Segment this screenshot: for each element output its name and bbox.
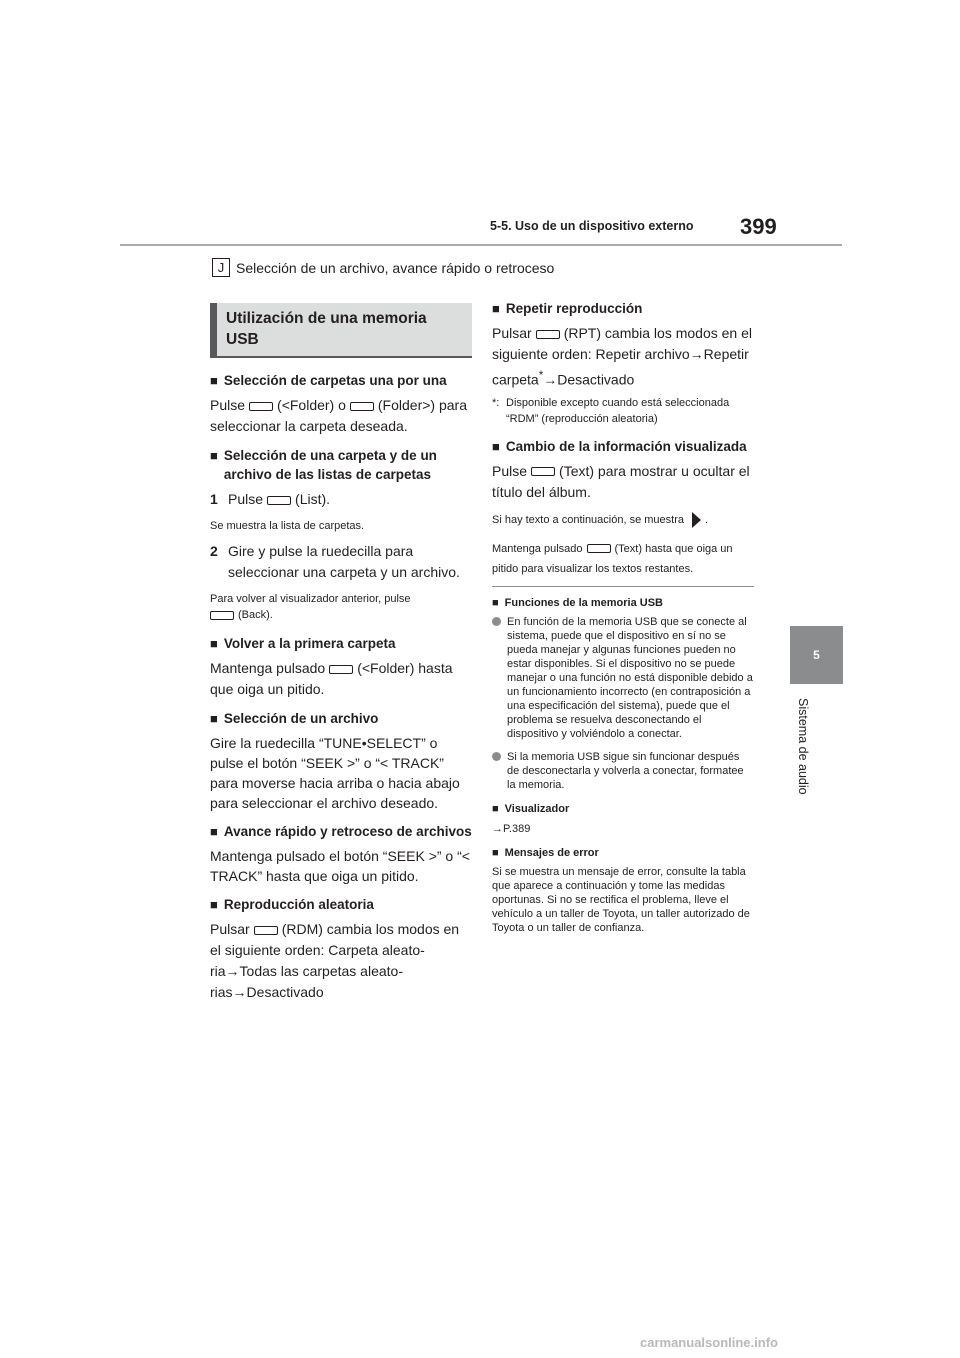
heading-folder-one: ■ Selección de carpetas una por una bbox=[210, 373, 447, 388]
square-bullet-icon: ■ bbox=[492, 438, 500, 454]
button-icon bbox=[254, 926, 278, 935]
step-1: 1 Pulse (List). bbox=[210, 489, 472, 510]
note-more-text: Si hay texto a continuación, se muestra . bbox=[492, 512, 754, 528]
watermark: carmanualsonline.info bbox=[640, 1335, 778, 1350]
callout-tag: J bbox=[212, 258, 230, 277]
button-icon bbox=[267, 496, 291, 505]
square-bullet-icon: ■ bbox=[492, 301, 500, 316]
button-icon bbox=[536, 330, 560, 339]
heading-random: ■ Reproducción aleatoria bbox=[210, 897, 374, 912]
right-arrow-icon bbox=[692, 512, 701, 528]
step-2: 2 Gire y pulse la ruedecilla para seleccionar una carpeta y un archivo. bbox=[210, 541, 472, 583]
square-bullet-icon: ■ bbox=[210, 711, 218, 726]
footnote-marker: * bbox=[538, 369, 544, 382]
bullet-dot-icon bbox=[492, 752, 501, 761]
chapter-tab: 5 bbox=[790, 626, 843, 684]
square-bullet-icon: ■ bbox=[210, 636, 218, 651]
square-bullet-icon: ■ bbox=[210, 824, 218, 839]
step-number: 2 bbox=[210, 543, 218, 559]
section-divider bbox=[492, 586, 754, 587]
heading-repeat: ■ Repetir reproducción bbox=[492, 301, 643, 316]
paragraph-fast-forward: Mantenga pulsado el botón “SEEK >” o “< TRACK” hasta que oiga un pitido. bbox=[210, 848, 470, 884]
intro-text: Selección de un archivo, avance rápido o retroceso bbox=[236, 259, 555, 276]
heading-first-folder: ■ Volver a la primera carpeta bbox=[210, 636, 396, 651]
paragraph-folder-one: Pulse (<Folder) o (Folder>) para seleccionar la carpeta deseada. bbox=[210, 397, 467, 434]
left-column bbox=[210, 303, 472, 1012]
section-heading: Utilización de una memoria USB bbox=[210, 303, 472, 358]
paragraph-errors: Si se muestra un mensaje de error, consulte la tabla que aparece a continuación y tome las medidas oportunas. Si no se rectifica el problema, lleve el vehículo a un taller de Toyota, un taller autorizado de Toyota o un taller de confianza. bbox=[492, 865, 750, 934]
square-bullet-icon: ■ bbox=[492, 802, 499, 815]
page-number: 399 bbox=[740, 214, 777, 239]
heading-usb-functions: ■ Funciones de la memoria USB bbox=[492, 596, 663, 609]
paragraph-display-change: Pulse (Text) para mostrar u ocultar el título del álbum. bbox=[492, 462, 750, 500]
paragraph-repeat: Pulsar (RPT) cambia los modos en el siguiente orden: Repetir archivo→Repetir carpeta*→Desactivado bbox=[492, 325, 752, 388]
square-bullet-icon: ■ bbox=[210, 897, 218, 912]
heading-fast-forward: ■ Avance rápido y retroceso de archivos bbox=[210, 824, 472, 839]
square-bullet-icon: ■ bbox=[210, 448, 218, 463]
header-divider bbox=[120, 244, 842, 246]
page-reference: →P.389 bbox=[492, 822, 531, 835]
heading-errors: ■ Mensajes de error bbox=[492, 846, 599, 859]
bullet-dot-icon bbox=[492, 617, 501, 626]
intro-line bbox=[212, 258, 554, 277]
heading-display: ■ Visualizador bbox=[492, 802, 570, 815]
footnote: *: Disponible excepto cuando está seleccionada “RDM” (reproducción aleatoria) bbox=[492, 396, 730, 425]
note-hold-text: Mantenga pulsado (Text) hasta que oiga un pitido para visualizar los textos restantes. bbox=[492, 542, 733, 575]
heading-display-change: ■ Cambio de la información visualizada bbox=[492, 438, 747, 454]
note-back: Para volver al visualizador anterior, pulse (Back). bbox=[210, 593, 411, 621]
chapter-label: Sistema de audio bbox=[796, 698, 810, 795]
button-icon bbox=[249, 402, 273, 411]
paragraph-select-file: Gire la ruedecilla “TUNE•SELECT” o pulse el botón “SEEK >” o “< TRACK” para moverse hacia arriba o hacia abajo para seleccionar el archivo deseado. bbox=[210, 735, 460, 811]
paragraph-first-folder: Mantenga pulsado (<Folder) hasta que oiga un pitido. bbox=[210, 660, 453, 697]
button-icon bbox=[587, 544, 611, 553]
right-column bbox=[492, 299, 754, 942]
heading-select-file: ■ Selección de un archivo bbox=[210, 711, 379, 726]
header-section-title: 5-5. Uso de un dispositivo externo bbox=[490, 219, 694, 233]
button-icon bbox=[210, 611, 234, 620]
square-bullet-icon: ■ bbox=[492, 596, 499, 609]
paragraph-random: Pulsar (RDM) cambia los modos en el siguiente orden: Carpeta aleatoria→Todas las carpetas aleatorias→Desactivado bbox=[210, 921, 460, 1000]
button-icon bbox=[350, 402, 374, 411]
note-folder-list: Se muestra la lista de carpetas. bbox=[210, 520, 365, 532]
button-icon bbox=[329, 665, 353, 674]
bullet-item: Si la memoria USB sigue sin funcionar después de desconectarla y volverla a conectar, formatee la memoria. bbox=[492, 750, 754, 792]
square-bullet-icon: ■ bbox=[492, 846, 499, 859]
button-icon bbox=[531, 467, 555, 476]
step-number: 1 bbox=[210, 491, 218, 507]
square-bullet-icon: ■ bbox=[210, 373, 218, 388]
bullet-item: En función de la memoria USB que se conecte al sistema, puede que el dispositivo en sí no se pueda manejar y algunas funciones pueden no estar disponibles. Si el dispositivo no se puede manejar o una función no está disponible debido a un funcionamiento incorrecto (en contraposición a una especificación del sistema), puede que el problema se resuelva desconectando el dispositivo y volviéndolo a conectar. bbox=[492, 615, 754, 741]
heading-folder-list: ■ Selección de una carpeta y de un archivo de las listas de carpetas bbox=[210, 448, 437, 482]
